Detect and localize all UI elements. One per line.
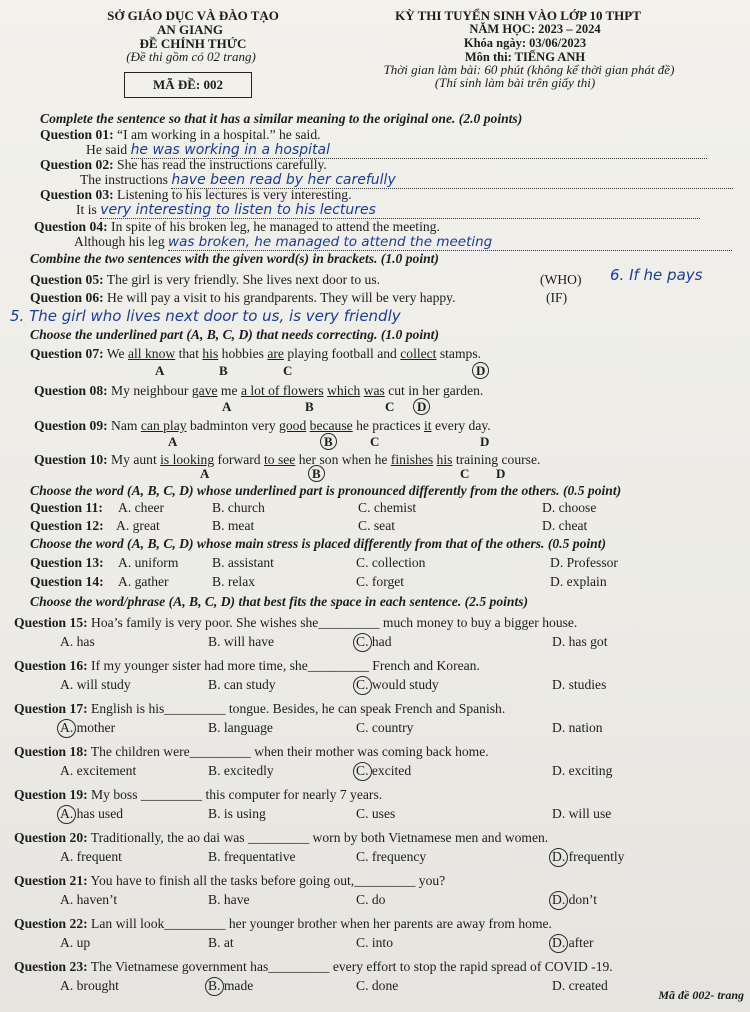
- section-6-instruction: Choose the word/phrase (A, B, C, D) that best fits the space in each sentence. (2.5 points): [30, 594, 529, 609]
- q23-option-c: C. done: [356, 978, 399, 993]
- q8-letter-b: B: [305, 399, 314, 414]
- q12-option-c: C. seat: [358, 518, 395, 533]
- question-08: [34, 383, 750, 399]
- question-10: [34, 452, 750, 468]
- q8-text-5: cut in her garden.: [384, 383, 484, 398]
- q18-text: The children were_________ when their mother was coming back home.: [90, 744, 489, 759]
- q5-cue: (WHO): [540, 272, 582, 287]
- q2-handwritten-answer: have been read by her carefully: [171, 172, 733, 189]
- question-22: [14, 916, 750, 932]
- q13-label: Question 13:: [30, 555, 104, 570]
- q18-option-a: A. excitement: [60, 763, 137, 778]
- question-04: [34, 219, 750, 235]
- q19-option-a: A. has used: [60, 806, 124, 821]
- q8-letter-c: C: [385, 399, 395, 414]
- section-3-instruction: Choose the underlined part (A, B, C, D) that needs correcting. (1.0 point): [30, 327, 439, 342]
- section-5-instruction: Choose the word (A, B, C, D) whose main stress is placed differently from that of the others. (0.5 point): [30, 536, 607, 551]
- section-2-instruction: Combine the two sentences with the given word(s) in brackets. (1.0 point): [30, 251, 439, 266]
- question-19: [14, 787, 750, 803]
- q10-circled-answer: B: [308, 465, 325, 482]
- exam-note: (Thí sinh làm bài trên giấy thi): [434, 75, 596, 90]
- q7-text-5: stamps.: [436, 346, 482, 361]
- q10-letter-b: [308, 465, 325, 482]
- q21-option-b: B. have: [208, 892, 250, 907]
- q19-text: My boss _________ this computer for nearly 7 years.: [91, 787, 383, 802]
- q11-option-c: C. chemist: [358, 500, 417, 515]
- question-16: [14, 658, 750, 674]
- q9-text-2: badminton very: [186, 418, 280, 433]
- q12-option-b: B. meat: [212, 518, 255, 533]
- q16-option-b: B. can study: [208, 677, 276, 692]
- q9-letter-c: C: [370, 434, 380, 449]
- q8-option-d: was: [363, 383, 385, 398]
- q16-option-d: D. studies: [552, 677, 607, 692]
- q22-option-d: D. after: [552, 935, 594, 950]
- q9-letter-d: D: [480, 434, 490, 449]
- q10-text-2: forward: [214, 452, 264, 467]
- q23-text: The Vietnamese government has_________ every effort to stop the rapid spread of COVID -19.: [90, 959, 613, 974]
- q12-label: Question 12:: [30, 518, 104, 533]
- q7-text-3: hobbies: [218, 346, 268, 361]
- q23-option-b: B. made: [208, 978, 254, 993]
- q7-text-1: We: [106, 346, 128, 361]
- q9-text-4: he practices: [352, 418, 424, 433]
- time-limit: Thời gian làm bài: 60 phút (không kể thời gian phát đề): [383, 62, 675, 77]
- q10-text-5: training course.: [452, 452, 541, 467]
- question-03: [40, 187, 750, 203]
- q15-option-b: B. will have: [208, 634, 275, 649]
- q9-letter-b: [320, 433, 337, 450]
- section-1-instruction: Complete the sentence so that it has a similar meaning to the original one. (2.0 points): [40, 111, 523, 126]
- question-15: [14, 615, 750, 631]
- department-name: SỞ GIÁO DỤC VÀ ĐÀO TẠO: [107, 8, 279, 23]
- q13-option-b: B. assistant: [212, 555, 274, 570]
- q19-label: Question 19:: [14, 787, 88, 802]
- page-count: (Đề thi gồm có 02 trang): [126, 49, 256, 64]
- q2-label: Question 02:: [40, 157, 114, 172]
- q2-start: The instructions: [80, 172, 168, 187]
- q3-start: It is: [76, 202, 97, 217]
- q20-label: Question 20:: [14, 830, 88, 845]
- q11-label: Question 11:: [30, 500, 103, 515]
- q14-label: Question 14:: [30, 574, 104, 589]
- q12-option-d: D. cheat: [542, 518, 588, 533]
- q9-option-b: good: [279, 418, 307, 433]
- q19-option-b: B. is using: [208, 806, 266, 821]
- q7-option-b: his: [202, 346, 219, 361]
- q10-letter-d: D: [496, 466, 506, 481]
- q4-start: Although his leg: [74, 234, 165, 249]
- question-06: [30, 290, 540, 306]
- q10-text-1: My aunt: [111, 452, 161, 467]
- q17-option-a: A. mother: [60, 720, 116, 735]
- q16-option-a: A. will study: [60, 677, 131, 692]
- q18-option-b: B. excitedly: [208, 763, 274, 778]
- q4-label: Question 04:: [34, 219, 108, 234]
- q21-label: Question 21:: [14, 873, 88, 888]
- q1-label: Question 01:: [40, 127, 114, 142]
- q11-option-b: B. church: [212, 500, 265, 515]
- question-20: [14, 830, 750, 846]
- q21-option-c: C. do: [356, 892, 386, 907]
- q9-letter-a: A: [168, 434, 178, 449]
- q22-option-b: B. at: [208, 935, 234, 950]
- q8-option-b: a lot of flowers: [240, 383, 324, 398]
- q8-option-a: gave: [191, 383, 218, 398]
- q5-text: The girl is very friendly. She lives next door to us.: [106, 272, 381, 287]
- q11-option-d: D. choose: [542, 500, 597, 515]
- q15-option-c: C. had: [356, 634, 392, 649]
- q3-handwritten-answer: very interesting to listen to his lectures: [100, 202, 700, 219]
- q7-text-4: playing football and: [283, 346, 401, 361]
- province-name: AN GIANG: [156, 22, 224, 37]
- q15-option-a: A. has: [60, 634, 95, 649]
- q11-option-a: A. cheer: [118, 500, 165, 515]
- q19-option-d: D. will use: [552, 806, 612, 821]
- q7-text-2: that: [175, 346, 203, 361]
- q7-letter-c: C: [283, 363, 293, 378]
- q12-option-a: A. great: [116, 518, 160, 533]
- q5-handwritten-note: 6. If he pays: [610, 266, 703, 284]
- q5-handwritten-answer: 5. The girl who lives next door to us, is very friendly: [10, 307, 401, 325]
- subject: Môn thi: TIẾNG ANH: [464, 50, 586, 64]
- q6-cue: (IF): [546, 290, 568, 305]
- q7-option-c: are: [267, 346, 284, 361]
- page-footer: Mã đề 002- trang: [658, 988, 744, 1002]
- q9-label: Question 09:: [34, 418, 108, 433]
- q7-letter-a: A: [155, 363, 165, 378]
- question-17: [14, 701, 750, 717]
- q4-text: In spite of his broken leg, he managed to attend the meeting.: [111, 219, 440, 234]
- q13-option-c: C. collection: [356, 555, 426, 570]
- q9-option-a: can play: [140, 418, 187, 433]
- q7-letter-b: B: [219, 363, 228, 378]
- q7-option-d: collect: [400, 346, 437, 361]
- q17-text: English is his_________ tongue. Besides, he can speak French and Spanish.: [91, 701, 506, 716]
- q3-label: Question 03:: [40, 187, 114, 202]
- q17-option-d: D. nation: [552, 720, 603, 735]
- q8-label: Question 08:: [34, 383, 108, 398]
- q8-text-2: me: [217, 383, 241, 398]
- q14-option-c: C. forget: [356, 574, 405, 589]
- q22-option-a: A. up: [60, 935, 91, 950]
- official-label: ĐỀ CHÍNH THỨC: [139, 36, 247, 51]
- q1-start: He said: [86, 142, 128, 157]
- q20-option-a: A. frequent: [60, 849, 122, 864]
- q5-label: Question 05:: [30, 272, 104, 287]
- q6-text: He will pay a visit to his grandparents. They will be very happy.: [107, 290, 456, 305]
- q21-option-d: D. don’t: [552, 892, 598, 907]
- q15-option-d: D. has got: [552, 634, 608, 649]
- q14-option-b: B. relax: [212, 574, 256, 589]
- q9-circled-answer: B: [320, 433, 337, 450]
- q10-text-3: her son when he: [295, 452, 391, 467]
- q16-option-c: C. would study: [356, 677, 439, 692]
- question-01: [40, 127, 750, 143]
- question-03-answer-line: [76, 202, 750, 219]
- q7-option-a: all know: [127, 346, 176, 361]
- q4-handwritten-answer: was broken, he managed to attend the meeting: [168, 234, 732, 251]
- q21-option-a: A. haven’t: [60, 892, 118, 907]
- q13-option-a: A. uniform: [118, 555, 179, 570]
- q14-option-a: A. gather: [118, 574, 169, 589]
- q10-option-b: to see: [263, 452, 296, 467]
- q10-label: Question 10:: [34, 452, 108, 467]
- q10-letter-a: A: [200, 466, 210, 481]
- q22-option-c: C. into: [356, 935, 394, 950]
- q1-handwritten-answer: he was working in a hospital: [131, 142, 707, 159]
- question-05: [30, 272, 530, 288]
- q23-option-a: A. brought: [60, 978, 119, 993]
- q17-label: Question 17:: [14, 701, 88, 716]
- q7-letter-d: [472, 362, 489, 379]
- q22-text: Lan will look_________ her younger brother when her parents are away from home.: [91, 916, 552, 931]
- q10-option-c: finishes: [390, 452, 434, 467]
- q20-option-c: C. frequency: [356, 849, 427, 864]
- q20-option-d: D. frequently: [552, 849, 625, 864]
- q19-option-c: C. uses: [356, 806, 396, 821]
- q10-option-a: is looking: [160, 452, 215, 467]
- school-year: NĂM HỌC: 2023 – 2024: [469, 22, 601, 36]
- q7-circled-answer: D: [472, 362, 489, 379]
- q21-text: You have to finish all the tasks before going out,_________ you?: [90, 873, 446, 888]
- q8-letter-a: A: [222, 399, 232, 414]
- q2-text: She has read the instructions carefully.: [117, 157, 327, 172]
- q16-label: Question 16:: [14, 658, 88, 673]
- q9-text-5: every day.: [431, 418, 491, 433]
- exam-code-box: MÃ ĐỀ: 002: [124, 72, 252, 98]
- q9-option-d: it: [424, 418, 432, 433]
- q18-option-d: D. exciting: [552, 763, 613, 778]
- q16-text: If my younger sister had more time, she_________ French and Korean.: [91, 658, 480, 673]
- q9-option-c: because: [309, 418, 353, 433]
- q8-text-1: My neighbour: [111, 383, 192, 398]
- exam-title: KỲ THI TUYỂN SINH VÀO LỚP 10 THPT: [395, 8, 641, 23]
- q18-label: Question 18:: [14, 744, 88, 759]
- q23-label: Question 23:: [14, 959, 88, 974]
- q18-option-c: C. excited: [356, 763, 412, 778]
- q22-label: Question 22:: [14, 916, 88, 931]
- q10-letter-c: C: [460, 466, 470, 481]
- q10-option-d: his: [436, 452, 453, 467]
- q6-label: Question 06:: [30, 290, 104, 305]
- q20-option-b: B. frequentative: [208, 849, 296, 864]
- q9-text-1: Nam: [111, 418, 141, 433]
- exam-date: Khóa ngày: 03/06/2023: [463, 36, 587, 50]
- question-04-answer-line: [74, 234, 750, 251]
- q17-option-c: C. country: [356, 720, 414, 735]
- question-07: [30, 346, 750, 362]
- q13-option-d: D. Professor: [550, 555, 618, 570]
- q20-text: Traditionally, the ao dai was _________ worn by both Vietnamese men and women.: [90, 830, 549, 845]
- question-18: [14, 744, 750, 760]
- q8-option-c: which: [327, 383, 361, 398]
- q3-text: Listening to his lectures is very interesting.: [117, 187, 352, 202]
- q14-option-d: D. explain: [550, 574, 607, 589]
- q17-option-b: B. language: [208, 720, 273, 735]
- question-21: [14, 873, 750, 889]
- q15-text: Hoa’s family is very poor. She wishes she_________ much money to buy a bigger house.: [91, 615, 578, 630]
- question-02: [40, 157, 750, 173]
- q8-circled-answer: D: [413, 398, 430, 415]
- q8-letter-d: [413, 398, 430, 415]
- q23-option-d: D. created: [552, 978, 608, 993]
- q15-label: Question 15:: [14, 615, 88, 630]
- q7-label: Question 07:: [30, 346, 104, 361]
- q1-text: “I am working in a hospital.” he said.: [117, 127, 321, 142]
- question-09: [34, 418, 750, 434]
- question-23: [14, 959, 750, 975]
- section-4-instruction: Choose the word (A, B, C, D) whose underlined part is pronounced differently from the others. (0.5 point): [30, 483, 622, 498]
